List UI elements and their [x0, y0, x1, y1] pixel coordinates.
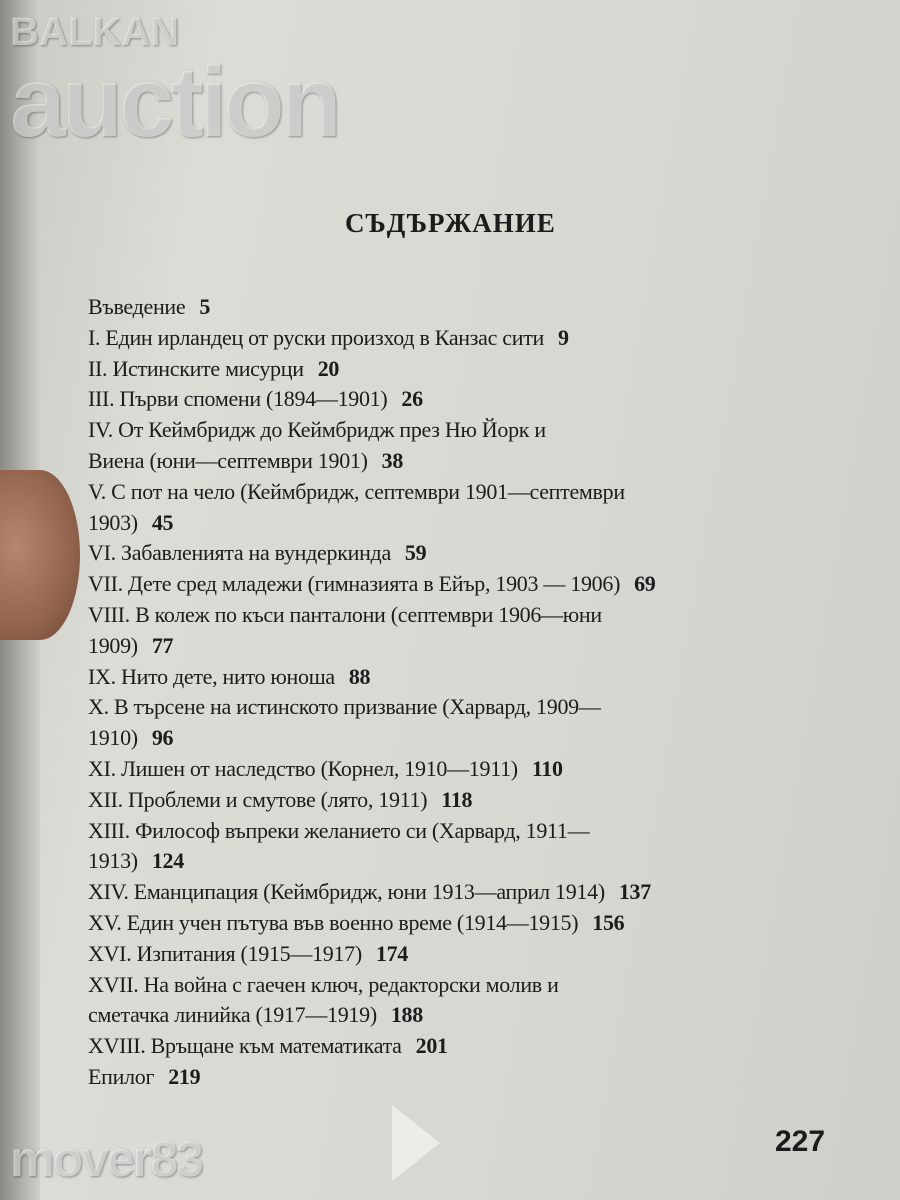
toc-entry-title: XII. Проблеми и смутове (лято, 1911): [88, 786, 428, 812]
toc-entry-title: IV. От Кеймбридж до Кеймбридж през Ню Йорк и: [88, 417, 546, 443]
toc-entry-page: 156: [592, 909, 625, 935]
toc-entry-page: 137: [618, 879, 651, 905]
toc-entry-title: II. Истинските мисурци: [88, 355, 304, 381]
toc-entry-page: 174: [375, 940, 409, 966]
toc-entry: [88, 785, 858, 816]
toc-entry-title: I. Един ирландец от руски произход в Канзас сити: [88, 324, 545, 350]
finger: [0, 470, 80, 640]
toc-entry-title: III. Първи спомени (1894—1901): [88, 386, 388, 412]
toc-entry-page: 77: [151, 632, 174, 658]
toc-entry-page: 69: [634, 571, 656, 597]
watermark-line2: auction: [10, 46, 338, 158]
toc-entry: [88, 1031, 858, 1062]
toc-entry-title: XIII. Философ въпреки желанието си (Харвард, 1911—: [88, 817, 590, 843]
toc-entry-title: VII. Дете сред младежи (гимназията в Ейър, 1903 — 1906): [88, 571, 621, 597]
toc-entry: [88, 939, 858, 970]
toc-entry-page: 219: [168, 1063, 201, 1089]
toc-entry-page: 59: [404, 540, 427, 566]
toc-entry: [88, 723, 858, 754]
toc-entry: [88, 292, 858, 323]
toc-entry-page: 38: [381, 447, 404, 473]
toc-entry: [88, 908, 858, 939]
watermark-line1: BALKAN: [10, 10, 179, 54]
toc-entry-page: 45: [151, 509, 174, 535]
toc-entry: [88, 662, 858, 693]
toc-entry: [88, 1000, 858, 1031]
toc-entry: [88, 1062, 858, 1093]
toc-entry: [88, 631, 858, 662]
toc-entry-page: 9: [558, 324, 569, 350]
toc-entry-title: Епилог: [88, 1063, 155, 1089]
toc-entry: [88, 415, 858, 446]
play-icon: [392, 1105, 440, 1181]
toc-entry-title: X. В търсене на истинското призвание (Харвард, 1909—: [88, 694, 601, 720]
page-number: 227: [775, 1125, 826, 1158]
watermark-line3: mover83: [10, 1131, 202, 1187]
toc-entry-page: 88: [348, 663, 371, 689]
toc-entry: [88, 846, 858, 877]
toc-entry: [88, 384, 858, 415]
toc-entry: [88, 970, 858, 1001]
toc-entry-page: 26: [401, 386, 423, 412]
toc-entry-page: 96: [151, 725, 174, 751]
toc-entry-title: 1913): [88, 848, 138, 874]
toc-entry: [88, 816, 858, 847]
toc-entry: [88, 323, 858, 354]
toc-entry-title: VIII. В колеж по къси панталони (септември 1906—юни: [88, 601, 602, 627]
toc-entry-page: 201: [415, 1033, 448, 1059]
toc-entry: [88, 508, 858, 539]
toc-entry-title: 1903): [88, 509, 138, 535]
toc-entry: [88, 754, 858, 785]
toc-entry-title: Виена (юни—септември 1901): [88, 447, 368, 473]
toc-entry-page: 188: [390, 1002, 423, 1028]
toc-entry-title: XVI. Изпитания (1915—1917): [88, 940, 362, 966]
toc-entry: [88, 354, 858, 385]
toc-entry: [88, 446, 858, 477]
toc-entry-title: VI. Забавленията на вундеркинда: [88, 540, 391, 566]
toc-entry-title: XI. Лишен от наследство (Корнел, 1910—1911): [88, 755, 518, 781]
table-of-contents: [88, 292, 858, 1093]
toc-entry: [88, 877, 858, 908]
toc-entry-title: V. С пот на чело (Кеймбридж, септември 1901—септември: [88, 478, 625, 504]
toc-entry-title: IX. Нито дете, нито юноша: [88, 663, 335, 689]
toc-entry-title: 1909): [88, 632, 138, 658]
toc-entry-title: XVII. На война с гаечен ключ, редакторски молив и: [88, 971, 559, 997]
toc-entry-page: 110: [531, 755, 563, 781]
toc-entry-page: 118: [441, 786, 473, 812]
toc-entry-title: сметачка линийка (1917—1919): [88, 1002, 377, 1028]
toc-entry-title: Въведение: [88, 294, 186, 319]
toc-entry: [88, 477, 858, 508]
toc-entry: [88, 538, 858, 569]
toc-entry-title: 1910): [88, 725, 138, 751]
toc-entry-title: XV. Един учен пътува във военно време (1914—1915): [88, 909, 579, 935]
toc-entry-page: 5: [199, 294, 211, 319]
toc-entry-title: XIV. Еманципация (Кеймбридж, юни 1913—април 1914): [88, 879, 605, 905]
toc-entry: [88, 692, 858, 723]
toc-entry-page: 20: [317, 355, 340, 381]
toc-entry: [88, 600, 858, 631]
toc-entry-title: XVIII. Връщане към математиката: [88, 1033, 402, 1059]
toc-entry: [88, 569, 858, 600]
page-title: СЪДЪРЖАНИЕ: [345, 208, 556, 238]
toc-entry-page: 124: [151, 848, 184, 874]
